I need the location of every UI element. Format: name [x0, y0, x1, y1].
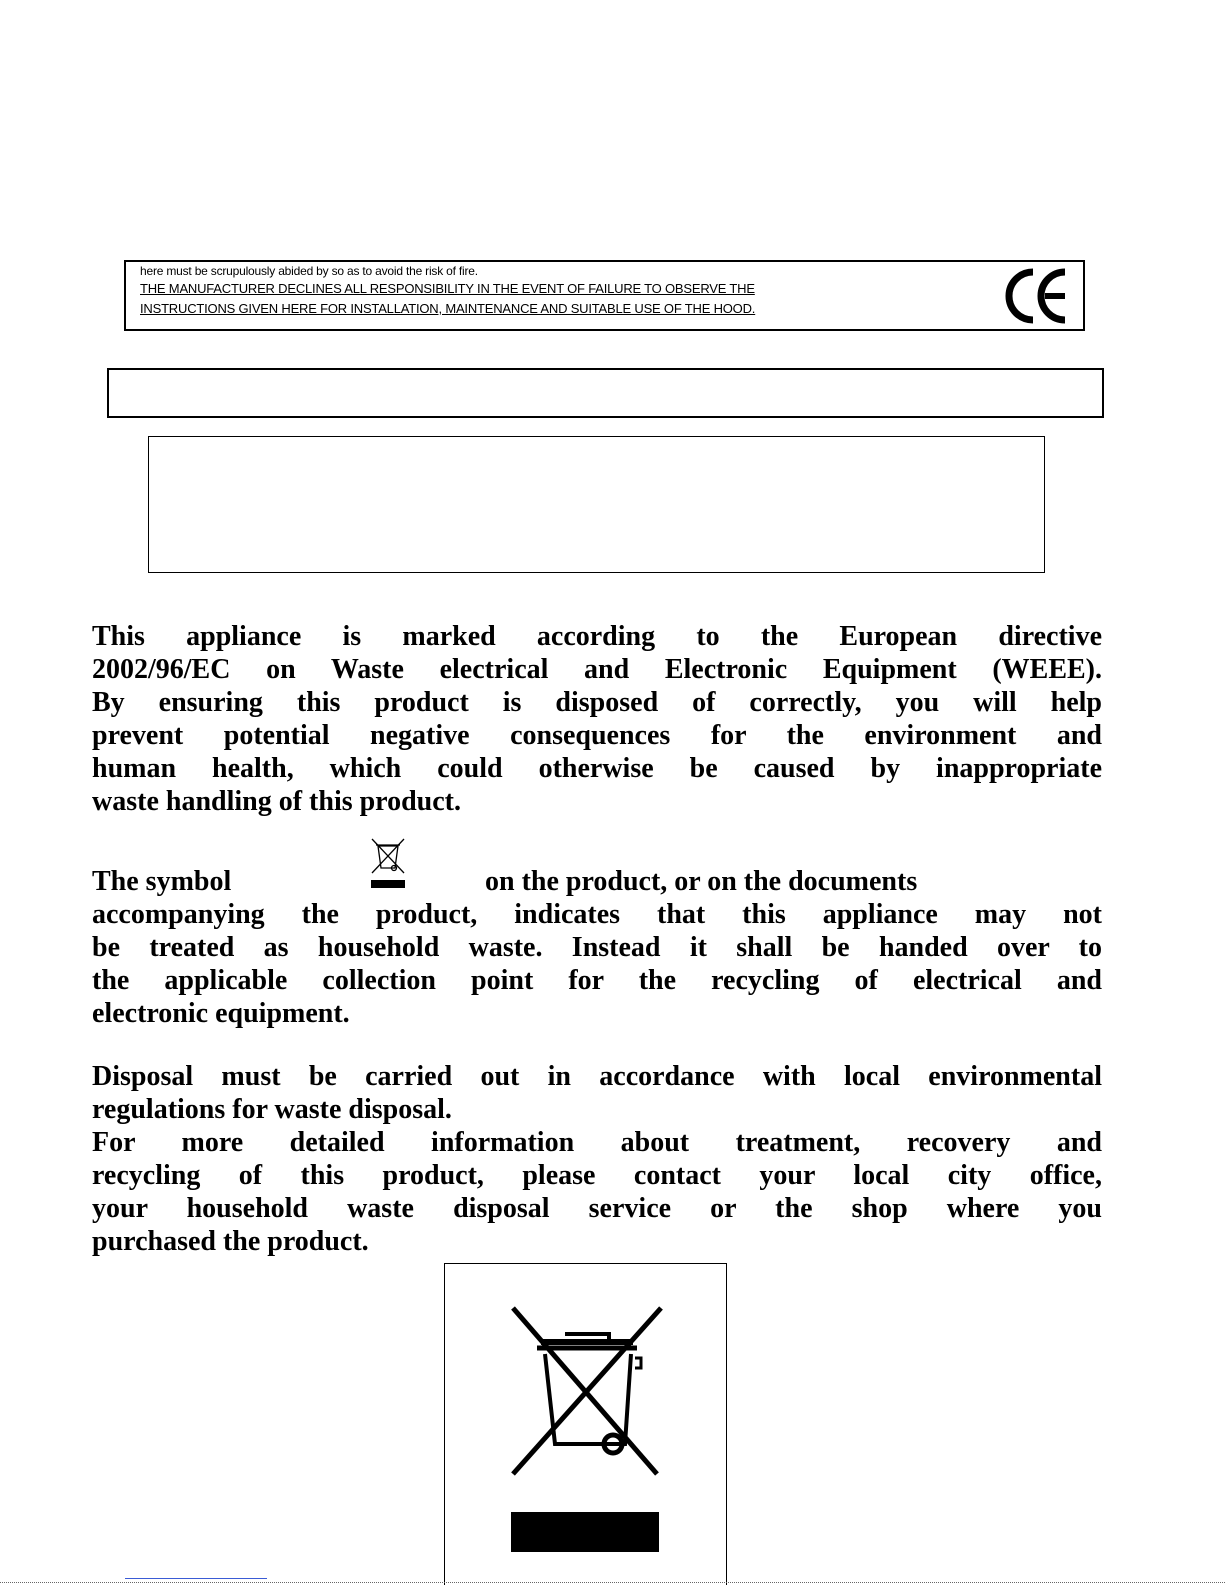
warning-box — [124, 260, 1085, 331]
text-line: regulations for waste disposal. — [92, 1094, 452, 1125]
symbol-lead-text: The symbol — [92, 866, 232, 897]
weee-paragraph-3 — [92, 1060, 1102, 1258]
warning-line-2: THE MANUFACTURER DECLINES ALL RESPONSIBILITY IN THE EVENT OF FAILURE TO OBSERVE THE — [140, 281, 755, 296]
text-line-with-symbol — [92, 865, 1102, 898]
weee-symbol-frame — [444, 1263, 727, 1585]
text-line: 2002/96/EC on Waste electrical and Electronic Equipment (WEEE). — [92, 654, 1102, 685]
text-line: This appliance is marked according to the European directive — [92, 621, 1102, 652]
text-line: electronic equipment. — [92, 998, 350, 1029]
warning-line-1: here must be scrupulously abided by so as to avoid the risk of fire. — [140, 264, 478, 278]
text-line: Disposal must be carried out in accordance with local environmental — [92, 1061, 1102, 1092]
warning-line-3: INSTRUCTIONS GIVEN HERE FOR INSTALLATION, MAINTENANCE AND SUITABLE USE OF THE HOOD. — [140, 301, 756, 316]
text-line: accompanying the product, indicates that this appliance may not — [92, 899, 1102, 930]
footer-link-underline — [125, 1578, 267, 1579]
page-bottom-rule — [0, 1582, 1225, 1584]
text-line: your household waste disposal service or the shop where you — [92, 1193, 1102, 1224]
crossed-bin-icon — [507, 1304, 667, 1556]
text-line: By ensuring this product is disposed of correctly, you will help — [92, 687, 1102, 718]
text-line: the applicable collection point for the recycling of electrical and — [92, 965, 1102, 996]
text-line: waste handling of this product. — [92, 786, 462, 817]
text-line: For more detailed information about treatment, recovery and — [92, 1127, 1102, 1158]
ce-mark-icon — [1005, 266, 1069, 326]
empty-frame-1 — [107, 368, 1104, 418]
symbol-trail-text: on the product, or on the documents — [485, 866, 918, 897]
weee-paragraph-2 — [92, 865, 1102, 1030]
text-line: recycling of this product, please contact your local city office, — [92, 1160, 1102, 1191]
empty-frame-2 — [148, 436, 1045, 573]
text-line: human health, which could otherwise be caused by inappropriate — [92, 753, 1102, 784]
weee-paragraph-1 — [92, 620, 1102, 818]
text-line: be treated as household waste. Instead it shall be handed over to — [92, 932, 1102, 963]
text-line: prevent potential negative consequences for the environment and — [92, 720, 1102, 751]
text-line: purchased the product. — [92, 1226, 369, 1257]
